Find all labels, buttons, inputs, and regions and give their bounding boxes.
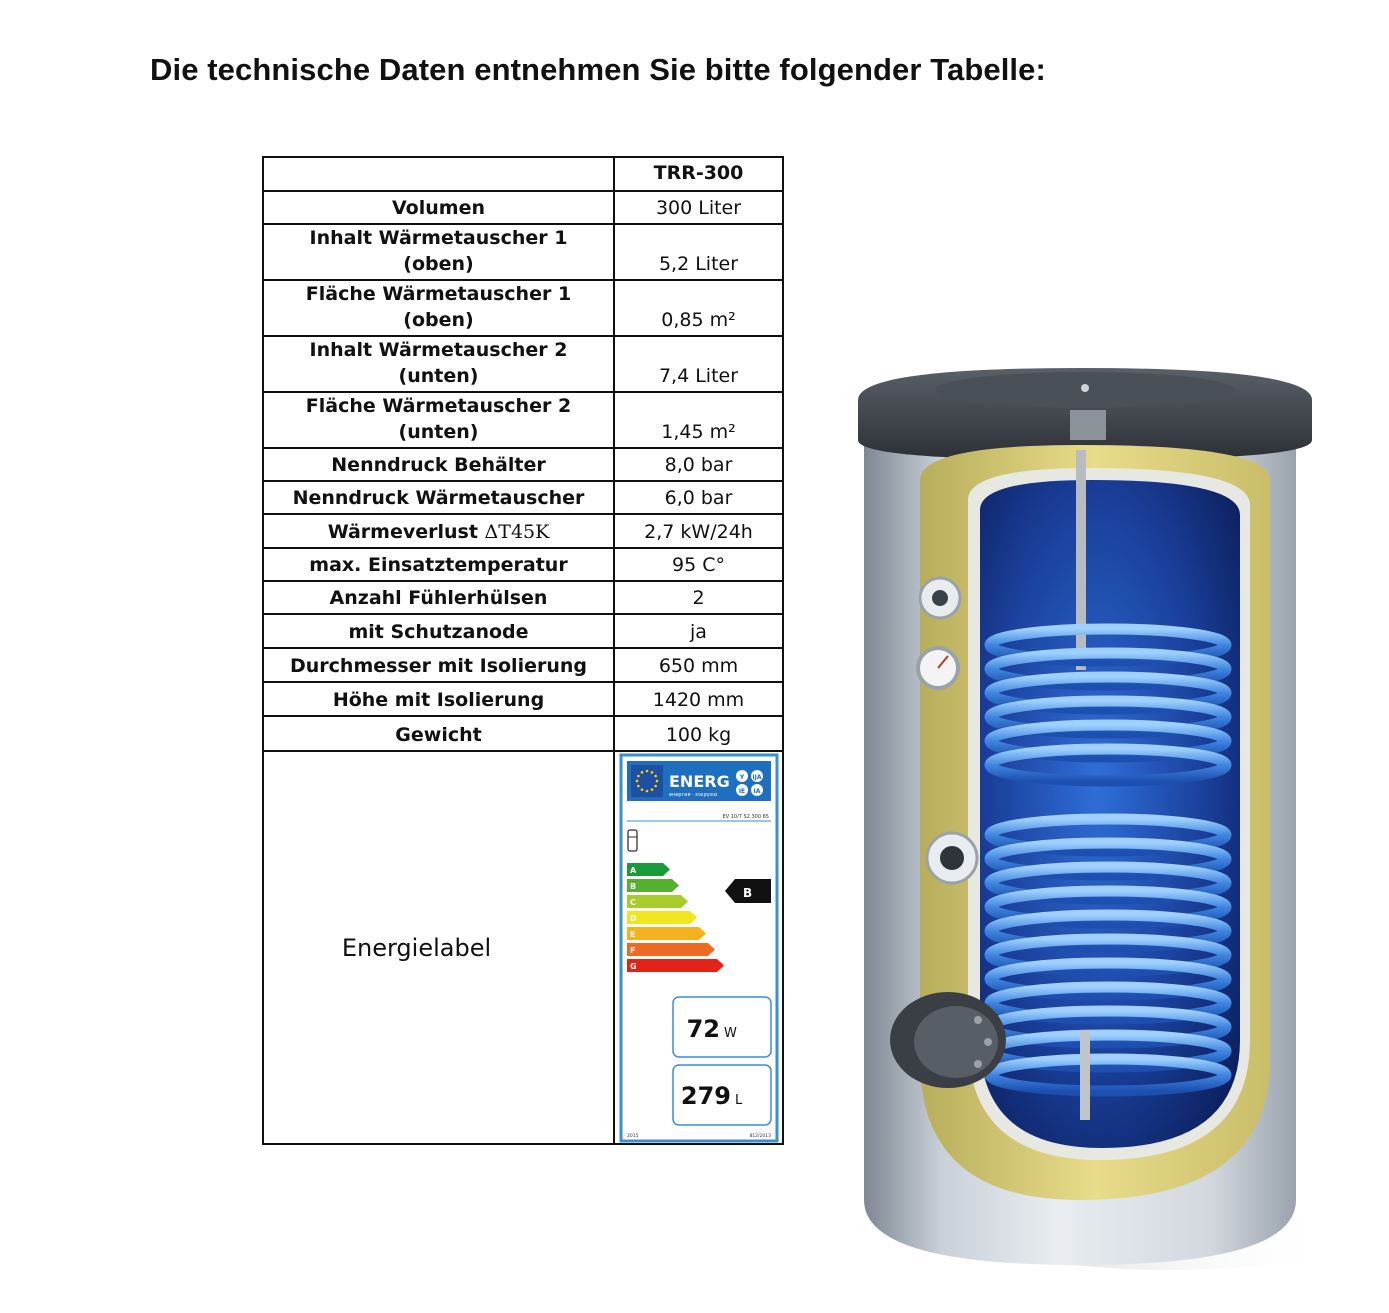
energy-header: ENERG: [668, 771, 730, 791]
row-value: 1,45 m²: [614, 392, 783, 448]
energy-class-letter: G: [629, 961, 637, 971]
row-label-line1: Fläche Wärmetauscher 2: [305, 395, 572, 417]
row-value: 2,7 kW/24h: [614, 514, 783, 548]
energy-badge-letter: IA: [753, 787, 760, 795]
standing-loss-unit: W: [723, 1025, 737, 1041]
energy-class-e: [627, 927, 706, 940]
table-row: [263, 514, 783, 548]
row-label: mit Schutzanode: [263, 614, 614, 648]
energy-footer-left: 2015: [626, 1133, 638, 1139]
row-label: Nenndruck Wärmetauscher: [263, 481, 614, 514]
table-row: [263, 448, 783, 481]
row-label-line2: (oben): [403, 309, 474, 331]
energy-class-b: [627, 879, 679, 892]
thermometer-icon: [918, 648, 958, 688]
energy-footer-right: 812/2013: [748, 1133, 771, 1139]
row-label-line1: Fläche Wärmetauscher 1: [305, 283, 572, 305]
row-label-line1: Inhalt Wärmetauscher 1: [309, 227, 568, 249]
energy-badge-letter: IE: [738, 787, 745, 795]
anode-rod: [1076, 450, 1086, 670]
rated-class: B: [742, 885, 752, 900]
sensor-rod: [1080, 1030, 1090, 1120]
row-value: 0,85 m²: [614, 280, 783, 336]
energy-class-letter: A: [629, 865, 636, 875]
energy-class-letter: D: [629, 913, 637, 923]
table-row: [263, 682, 783, 716]
energy-class-f: [627, 943, 715, 956]
energy-class-letter: B: [629, 881, 636, 891]
row-value: 2: [614, 581, 783, 614]
volume-value: 279: [680, 1081, 731, 1110]
eu-star: [640, 771, 643, 774]
table-row: [263, 336, 783, 392]
energy-class-d: [627, 911, 697, 924]
row-value: 100 kg: [614, 716, 783, 751]
table-row: [263, 716, 783, 751]
row-value: ja: [614, 614, 783, 648]
standing-loss-value: 72: [686, 1014, 720, 1043]
row-label-suffix: ΔT45K: [484, 521, 550, 543]
model-name: TRR-300: [614, 157, 783, 191]
eu-star: [654, 774, 657, 777]
row-label: Volumen: [263, 191, 614, 224]
eu-star: [654, 784, 657, 787]
row-value: 5,2 Liter: [614, 224, 783, 280]
energy-label-caption: [263, 751, 614, 1144]
table-row: [263, 481, 783, 514]
energy-class-letter: C: [629, 897, 636, 907]
eu-star: [645, 789, 648, 792]
energy-badge-letter: Y: [739, 773, 744, 781]
anode-fitting: [1070, 410, 1106, 440]
eu-star: [640, 788, 643, 791]
row-label: max. Einsatztemperatur: [263, 548, 614, 581]
row-label: Durchmesser mit Isolierung: [263, 648, 614, 682]
connection-port: [920, 578, 960, 618]
row-label-text: Wärmeverlust: [327, 521, 478, 543]
inspection-flange: [890, 992, 1006, 1088]
boiler-illustration: [840, 340, 1340, 1300]
energy-label-caption-text: Energielabel: [341, 933, 492, 962]
eu-star: [650, 788, 653, 791]
spec-table: [262, 156, 784, 1145]
energy-label-row: [263, 751, 783, 1144]
eu-star: [650, 771, 653, 774]
row-label: Nenndruck Behälter: [263, 448, 614, 481]
row-value: 7,4 Liter: [614, 336, 783, 392]
row-label-line2: (oben): [403, 253, 474, 275]
table-row: [263, 280, 783, 336]
row-label: [263, 280, 614, 336]
header-empty-cell: [263, 157, 614, 191]
row-label-line1: Inhalt Wärmetauscher 2: [309, 339, 568, 361]
row-label-line2: (unten): [398, 365, 479, 387]
table-row: [263, 614, 783, 648]
energy-class-g: [627, 959, 724, 972]
row-value: 650 mm: [614, 648, 783, 682]
table-row: [263, 581, 783, 614]
row-value: 6,0 bar: [614, 481, 783, 514]
energy-class-c: [627, 895, 688, 908]
row-label: [263, 514, 614, 548]
row-label: [263, 392, 614, 448]
energy-badge-letter: IJA: [751, 773, 762, 781]
table-row: [263, 392, 783, 448]
row-label-line2: (unten): [398, 421, 479, 443]
table-row: [263, 191, 783, 224]
energy-header-sub: енергия · ενεργεια: [668, 791, 717, 798]
table-header-row: [263, 157, 783, 191]
row-value: 95 C°: [614, 548, 783, 581]
energy-model-code: EV 10/7 S2 300 65: [722, 813, 769, 820]
row-value: 1420 mm: [614, 682, 783, 716]
eu-star: [655, 779, 658, 782]
row-label: Gewicht: [263, 716, 614, 751]
eu-star: [637, 784, 640, 787]
row-label: Anzahl Fühlerhülsen: [263, 581, 614, 614]
page-title: Die technische Daten entnehmen Sie bitte folgender Tabelle:: [150, 52, 1046, 87]
row-label: [263, 336, 614, 392]
row-label: [263, 224, 614, 280]
energy-class-a: [627, 863, 670, 876]
energy-class-letter: F: [629, 945, 635, 955]
volume-unit: L: [734, 1092, 742, 1108]
eu-star: [635, 779, 638, 782]
row-label: Höhe mit Isolierung: [263, 682, 614, 716]
energy-label: [619, 753, 779, 1143]
row-value: 8,0 bar: [614, 448, 783, 481]
table-row: [263, 224, 783, 280]
energy-class-letter: E: [629, 929, 635, 939]
eu-star: [637, 774, 640, 777]
eu-star: [645, 769, 648, 772]
table-row: [263, 648, 783, 682]
energy-label-cell: [614, 751, 783, 1144]
row-value: 300 Liter: [614, 191, 783, 224]
table-row: [263, 548, 783, 581]
connection-port: [927, 833, 977, 883]
